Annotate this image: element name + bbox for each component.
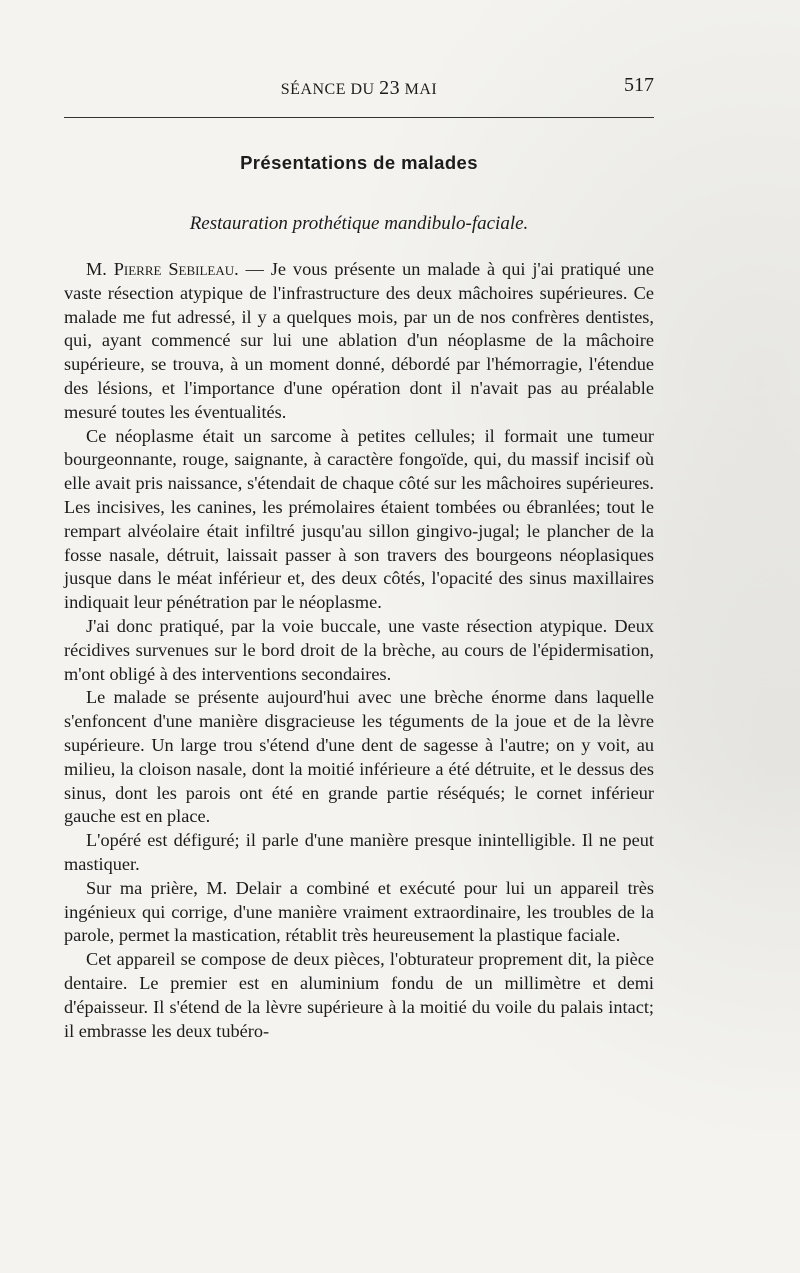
- running-head: [64, 74, 654, 100]
- paragraph: Ce néoplasme était un sarcome à petites cellules; il formait une tumeur bourgeonnante, rouge, saignante, à caractère fongoïde, qui, du massif incisif où elle avait pris naissance, s'étendait de chaque côté sur les mâchoires supérieures. Les incisives, les canines, les prémolaires étaient tombées ou ébranlées; tout le rempart alvéolaire était infiltré jusqu'au sillon gingivo-jugal; le plancher de la fosse nasale, détruit, laissait passer à son travers des bourgeons néoplasiques jusque dans le méat inférieur et, des deux côtés, l'opacité des sinus maxillaires indiquait leur pénétration par le néoplasme.: [64, 425, 654, 613]
- speaker-prefix: M.: [86, 259, 114, 279]
- page-number: 517: [624, 74, 654, 96]
- body-text: [64, 258, 654, 1043]
- speaker-name: Pierre Sebileau.: [113, 259, 239, 279]
- intro-text: — Je vous présente un malade à qui j'ai pratiqué une vaste résection atypique de l'infrastructure des deux mâchoires supérieures. Ce malade me fut adressé, il y a quelques mois, par un de nos confrères dentistes, qui, ayant commencé sur lui une ablation d'un néoplasme de la mâchoire supérieure, se trouva, à un moment donné, débordé par l'hémorragie, l'étendue des lésions, et l'importance d'une opération dont il n'avait pas au préalable mesuré toutes les éventualités.: [64, 259, 654, 422]
- subtitle: Restauration prothétique mandibulo-faciale.: [189, 213, 529, 234]
- paragraph-intro: [64, 258, 654, 425]
- running-title-suffix: MAI: [404, 81, 438, 98]
- header-rule: [64, 117, 654, 118]
- paragraph: Cet appareil se compose de deux pièces, l'obturateur proprement dit, la pièce dentaire. Le premier est en aluminium fondu de un millimètre et demi d'épaisseur. Il s'étend de la lèvre supérieure à la moitié du voile du palais intact; il embrasse les deux tubéro-: [64, 949, 654, 1041]
- paragraph: J'ai donc pratiqué, par la voie buccale, une vaste résection atypique. Deux récidives survenues sur le bord droit de la brèche, au cours de l'épidermisation, m'ont obligé à des interventions secondaires.: [64, 615, 654, 684]
- running-title-day: 23: [379, 77, 401, 99]
- running-title-prefix: SÉANCE DU: [280, 81, 375, 98]
- paragraph: Le malade se présente aujourd'hui avec une brèche énorme dans laquelle s'enfoncent d'une manière disgracieuse les téguments de la joue et de la lèvre supérieure. Un large trou s'étend d'une dent de sagesse à l'autre; on y voit, au milieu, la cloison nasale, dont la moitié inférieure a été détruite, et le dessus des sinus, dont les parois ont été en grande partie réséqués; le cornet inférieur gauche est en place.: [64, 687, 654, 827]
- paragraph: Sur ma prière, M. Delair a combiné et exécuté pour lui un appareil très ingénieux qui corrige, d'une manière vraiment extraordinaire, les troubles de la parole, permet la mastication, rétablit très heureusement la plastique faciale.: [64, 877, 654, 946]
- section-title: Présentations de malades: [240, 152, 478, 173]
- paragraph: L'opéré est défiguré; il parle d'une manière presque inintelligible. Il ne peut mastiquer.: [64, 830, 654, 874]
- running-title: [64, 77, 654, 100]
